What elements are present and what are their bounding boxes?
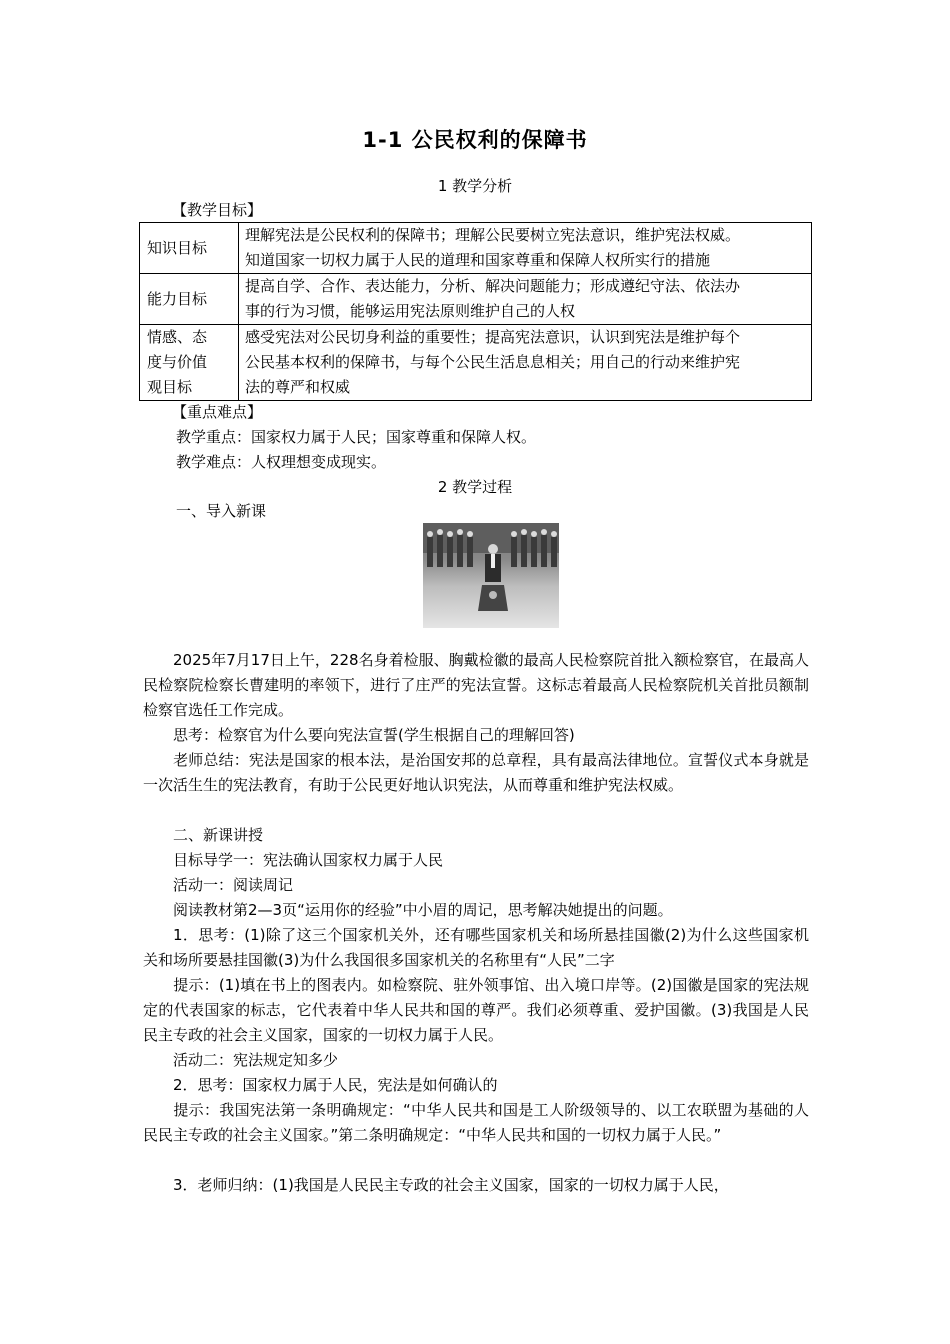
activity-one: 活动一：阅读周记 — [173, 876, 294, 894]
goal-label-knowledge: 知识目标 — [140, 223, 239, 274]
think-paragraph: 思考：检察官为什么要向宪法宣誓(学生根据自己的理解回答) — [173, 726, 575, 744]
section-heading-process: 2 教学过程 — [437, 478, 513, 496]
table-row — [140, 325, 812, 401]
key-point: 教学重点：国家权力属于人民；国家尊重和保障人权。 — [176, 428, 537, 446]
key-heading: 【重点难点】 — [172, 403, 263, 421]
goal-one: 目标导学一：宪法确认国家权力属于人民 — [173, 851, 444, 869]
new-lesson-heading: 二、新课讲授 — [173, 826, 264, 844]
page-title: 1-1 公民权利的保障书 — [362, 128, 588, 152]
summary-paragraph: 老师总结：宪法是国家的根本法，是治国安邦的总章程，具有最高法律地位。宣誓仪式本身就是一次活生生的宪法教育，有助于公民更好地认识宪法，从而尊重和维护宪法权威。 — [143, 751, 809, 794]
goal-label-emotion: 情感、态 度与价值 观目标 — [140, 325, 239, 401]
teacher-summary: 3．老师归纳：(1)我国是人民民主专政的社会主义国家，国家的一切权力属于人民， — [173, 1176, 729, 1194]
table-row — [140, 223, 812, 274]
hint-two: 提示：我国宪法第一条明确规定：“中华人民共和国是工人阶级领导的、以工农联盟为基础的人民民主专政的社会主义国家。”第二条明确规定：“中华人民共和国的一切权力属于人民。” — [143, 1101, 809, 1144]
table-row — [140, 274, 812, 325]
oath-ceremony-photo — [423, 523, 559, 628]
goal-text-ability: 提高自学、合作、表达能力，分析、解决问题能力；形成遵纪守法、依法办 事的行为习惯，能够运用宪法原则维护自己的人权 — [239, 274, 812, 325]
section-heading-analysis: 1 教学分析 — [437, 177, 513, 195]
reading-instruction: 阅读教材第2—3页“运用你的经验”中小眉的周记，思考解决她提出的问题。 — [173, 901, 673, 919]
hint-one: 提示：(1)填在书上的图表内。如检察院、驻外领事馆、出入境口岸等。(2)国徽是国家的宪法规定的代表国家的标志，它代表着中华人民共和国的尊严。我们必须尊重、爱护国徽。(3)我国是人民民主专政的社会主义国家，国家的一切权力属于人民。 — [143, 976, 809, 1044]
goal-label-ability: 能力目标 — [140, 274, 239, 325]
question-two: 2．思考：国家权力属于人民，宪法是如何确认的 — [173, 1076, 498, 1094]
goal-text-emotion: 感受宪法对公民切身利益的重要性；提高宪法意识，认识到宪法是维护每个 公民基本权利的保障书，与每个公民生活息息相关；用自己的行动来维护宪 法的尊严和权威 — [239, 325, 812, 401]
news-paragraph: 2025年7月17日上午，228名身着检服、胸戴检徽的最高人民检察院首批入额检察官，在最高人民检察院检察长曹建明的率领下，进行了庄严的宪法宣誓。这标志着最高人民检察院机关首批员额制检察官选任工作完成。 — [143, 651, 809, 719]
difficult-point: 教学难点：人权理想变成现实。 — [176, 453, 387, 471]
goals-table — [139, 222, 812, 401]
goals-heading: 【教学目标】 — [172, 201, 263, 219]
intro-heading: 一、导入新课 — [176, 502, 267, 520]
activity-two: 活动二：宪法规定知多少 — [173, 1051, 339, 1069]
question-one: 1．思考：(1)除了这三个国家机关外，还有哪些国家机关和场所悬挂国徽(2)为什么这些国家机关和场所要悬挂国徽(3)为什么我国很多国家机关的名称里有“人民”二字 — [143, 926, 809, 969]
goal-text-knowledge: 理解宪法是公民权利的保障书；理解公民要树立宪法意识，维护宪法权威。 知道国家一切权力属于人民的道理和国家尊重和保障人权所实行的措施 — [239, 223, 812, 274]
